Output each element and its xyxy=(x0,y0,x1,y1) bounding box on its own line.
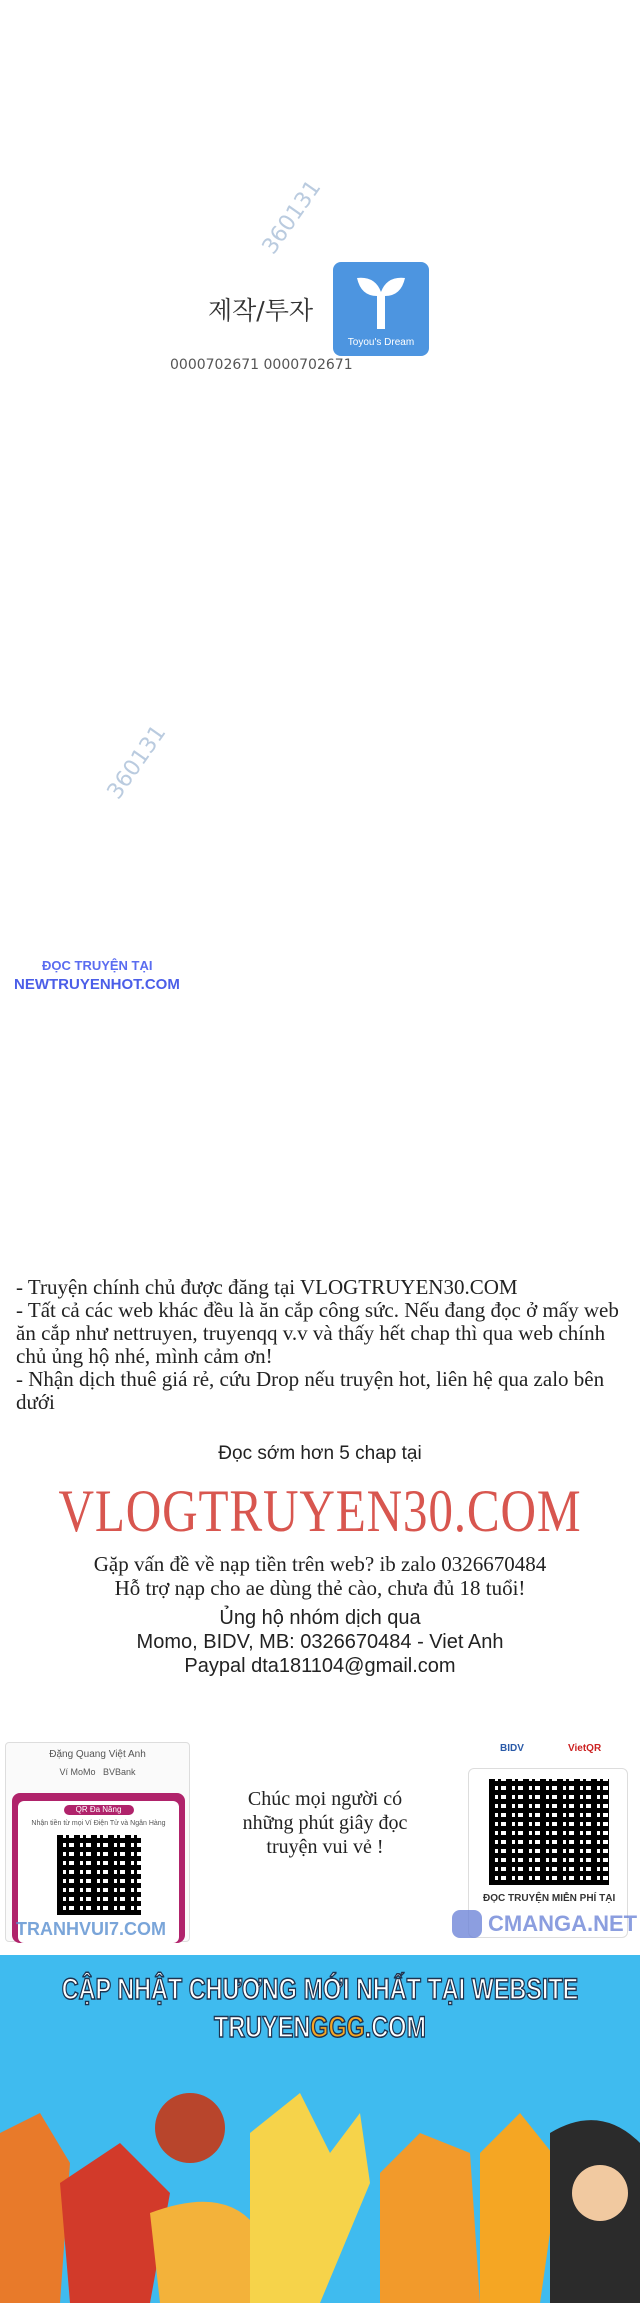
note: - Truyện chính chủ được đăng tại VLOGTRUYEN30.COM xyxy=(16,1275,518,1299)
bidv-logo: BIDV xyxy=(500,1743,524,1754)
watermark: 360131 xyxy=(257,175,327,260)
early-read-text: Đọc sớm hơn 5 chap tại xyxy=(218,1443,422,1464)
help-line: Gặp vấn đề về nạp tiền trên web? ib zalo 0326670484 xyxy=(93,1552,547,1576)
donate-line: Ủng hộ nhóm dịch qua xyxy=(219,1607,421,1629)
sprout-icon xyxy=(355,274,407,329)
promo-banner[interactable] xyxy=(0,1955,640,2303)
site-part: .COM xyxy=(364,2011,426,2044)
help-text xyxy=(0,1552,640,1600)
id-numbers: 0000702671 0000702671 xyxy=(170,357,353,373)
cmanga-logo-icon xyxy=(452,1910,482,1938)
donate-text xyxy=(0,1606,640,1678)
donate-line: Momo, BIDV, MB: 0326670484 - Viet Anh xyxy=(136,1631,504,1653)
cmanga-watermark: CMANGA.NET xyxy=(488,1911,638,1936)
toyous-dream-logo xyxy=(333,262,429,356)
credit-label: 제작/투자 xyxy=(208,296,314,325)
site-part-highlight: GGG xyxy=(310,2011,365,2044)
note: - Nhận dịch thuê giá rẻ, cứu Drop nếu truyện hot, liên hệ qua zalo bên dưới xyxy=(16,1367,605,1414)
qr-code xyxy=(53,1831,145,1919)
momo-label: Ví MoMo xyxy=(59,1767,96,1777)
site-name: VLOGTRUYEN30.COM xyxy=(58,1478,582,1544)
newtruyenhot-line1: ĐỌC TRUYỆN TẠI xyxy=(42,958,153,973)
qr-caption: Nhận tiền từ mọi Ví Điện Tử và Ngân Hàng xyxy=(31,1820,166,1827)
watermark: 360131 xyxy=(102,720,172,805)
account-name: Đặng Quang Việt Anh xyxy=(49,1749,146,1760)
bank-label: BVBank xyxy=(103,1767,136,1777)
vietqr-logo: VietQR xyxy=(568,1743,602,1754)
banner-site[interactable] xyxy=(0,2011,640,2045)
newtruyenhot-line2: NEWTRUYENHOT.COM xyxy=(14,976,180,993)
wish-text: Chúc mọi người có những phút giây đọc truyện vui vẻ ! xyxy=(242,1788,408,1858)
logo-text: Toyou's Dream xyxy=(347,337,415,348)
overlay-text: ĐỌC TRUYỆN MIỄN PHÍ TẠI xyxy=(483,1893,616,1904)
site-part: TRUYEN xyxy=(214,2011,311,2044)
qr-code xyxy=(485,1775,613,1889)
notes xyxy=(16,1276,630,1414)
donate-line: Paypal dta181104@gmail.com xyxy=(184,1655,456,1677)
banner-headline: CẬP NHẬT CHƯƠNG MỚI NHẤT TẠI WEBSITE xyxy=(61,1973,579,2006)
tranhvui-watermark: TRANHVUI7.COM xyxy=(16,1919,167,1939)
momo-qr-card xyxy=(5,1742,190,1942)
anime-characters-illustration xyxy=(0,2073,640,2303)
qr-badge: QR Đa Năng xyxy=(64,1805,134,1815)
help-line: Hỗ trợ nạp cho ae dùng thẻ cào, chưa đủ 18 tuổi! xyxy=(114,1576,526,1600)
note: - Tất cả các web khác đều là ăn cắp công sức. Nếu đang đọc ở mấy web ăn cắp như nettruyen, truyenqq v.v và thấy hết chap thì qua web chính chủ ủng hộ nhé, mình cảm ơn! xyxy=(16,1298,619,1368)
